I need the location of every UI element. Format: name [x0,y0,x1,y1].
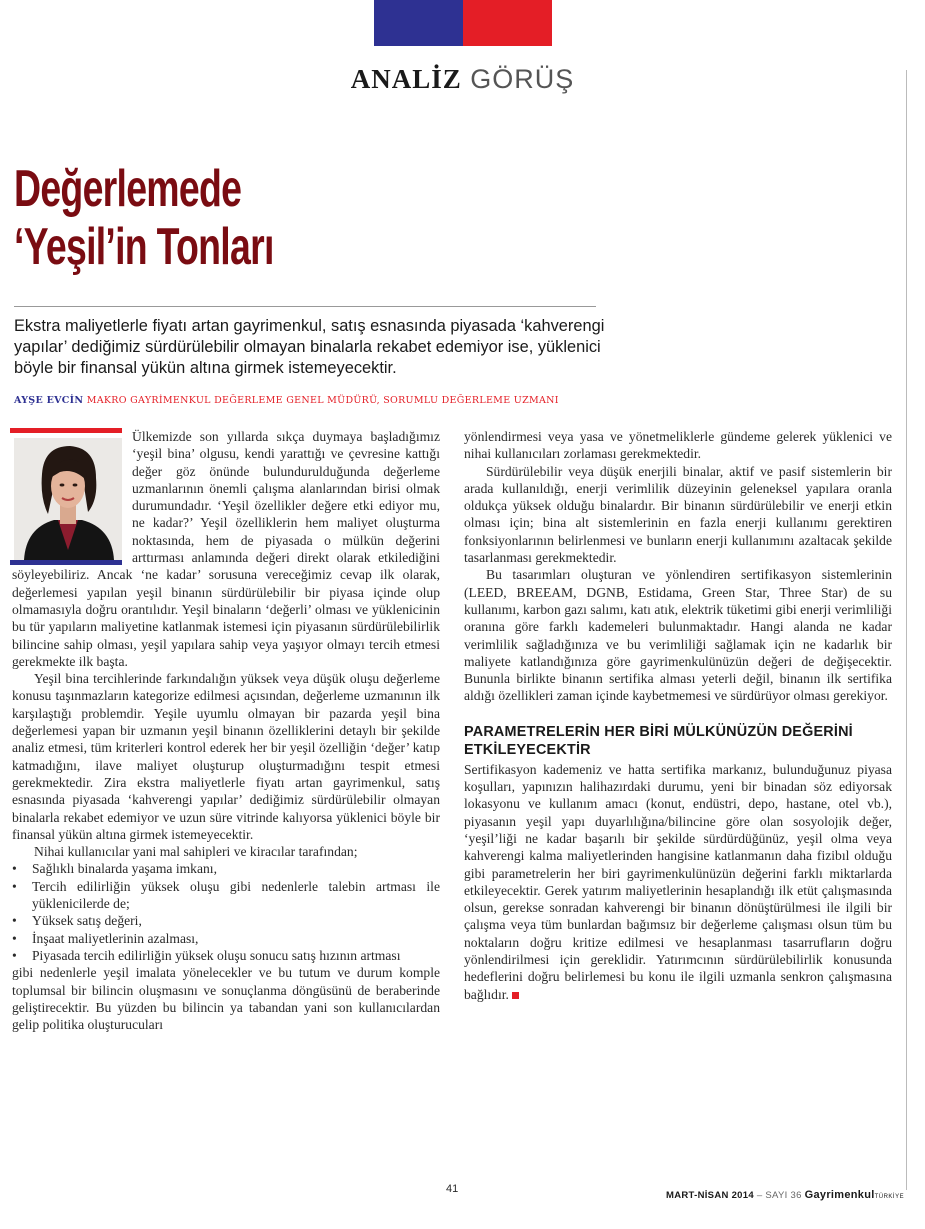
list-item: • İnşaat maliyetlerinin azalması, [12,930,440,947]
header-blue-block [374,0,463,46]
author-name: AYŞE EVCİN [14,395,84,406]
footer-brand-suffix: TÜRKİYE [874,1194,905,1200]
list-item: • Yüksek satış değeri, [12,912,440,929]
title-divider [14,306,596,307]
byline [14,395,559,406]
subheading: PARAMETRELERİN HER BİRİ MÜLKÜNÜZÜN DEĞERİNİ ETKİLEYECEKTİR [464,723,853,758]
paragraph-text: Sertifikasyon kademeniz ve hatta sertifika markanız, bulunduğunuz piyasa koşulları, yapınızın halihazırdaki durumu, yeni bir binadan söz ediyorsak lokasyonu ve kullanım amacı (konut, endüstri, depo, hastane, otel vb.), piyasanın yeşil yapı duyarlılığına/bilincine göre olan sosyolojik değer, ‘yeşil’liği ne kadar başarılı bir şekilde sürdürdüğünüz, yeşil olma veya kahverengi kalma maliyetlerinden hangisine katlanmanın daha fizibıl olduğu gibi parametrelerin her biri gayrimenkulünüzün değerini farklı miktarlarda etkileyecektir. Gerek yatırım maliyetlerinin hesaplandığı ilk etüt çalışmasında olsun, gerekse sonradan kahverengi bir binanın dönüştürülmesi ile ilgili bir çalışma veya tüm bunlardan bağımsız bir değerleme çalışması olsun tüm bu noktaların doğru kritize edilmesi ve hesaplanması tasarrufların doğru yönlendirilmesi için gereklidir. Yatırımcının sürdürülebilirlik konusunda hedeflerini doğru belirlemesi bu konu ile ilgili uzmanla senkron çalışmasına bağlıdır. [464,761,892,1002]
paragraph: Ülkemizde son yıllarda sıkça duymaya başladığımız ‘yeşil bina’ olgusu, kendi yarattığı ve çevresine kattığı değer göz önünde bulundurulduğunda değerleme uzmanlarının önemli çalışma alanlarından birisi olmak durumundadır. ‘Yeşil özellikler değere etki ediyor mu, ne kadar?’ Yeşil özelliklerin hem maliyet oluşturma noktasında, hem de piyasada o mülkün değerini arttırması anlamında değeri direkt olarak etkilediğini söyleyebiliriz. Ancak ‘ne kadar’ sorusuna vereceğimiz cevap ilk olarak, değerlemesi yapılan yeşil binanın sürdürülebilir bir piyasa içinde olup olmamasıyla doğru orantılıdır. Yeşil binaların ‘değerli’ olması ve yüklenicinin bu tür yapıların maliyetine katlanmak istemesi için piyasanın sürdürülebilirlik bilincine sahip olması, yeşil yapılara sahip veya yaşıyor olmayı tercih etmesi gerekmekte ilk başta. [12,429,440,669]
section-label [0,64,925,95]
list-item: • Sağlıklı binalarda yaşama imkanı, [12,860,440,877]
paragraph: Yeşil bina tercihlerinde farkındalığın yüksek veya düşük oluşu değerleme konusu taşınmazların kategorize edilmesi açısından, değerleme uzmanının ilk karşılaştığı problemdir. Yeşile uyumlu olmayan bir pazarda yeşil bina değerlemesi yapan bir uzmanın yeşil binanın özelliklerini detaylı bir şekilde analiz etmesi, tüm kriterleri kontrol ederek her bir yeşil özelliğin ‘değer’ katıp katmadığını, ilave maliyet oluşturup oluşturmadığını tespit etmesi gerekmektedir. Zira ekstra maliyetlerle fiyatı artan gayrimenkul, satış esnasında piyasada ‘kahverengi yapılar’ dediğimiz sürdürülebilir olmayan binalarla rekabet edemiyor ve uzun süre vitrinde kalıyorsa yüklenici böyle bir finansal yükün altına girmek istemeyecektir. [12,671,440,842]
paragraph [464,761,892,1003]
list-item: • Piyasada tercih edilirliğin yüksek oluşu sonucu satış hızının artması [12,947,440,964]
article-lead: Ekstra maliyetlerle fiyatı artan gayrimenkul, satış esnasında piyasada ‘kahverengi yapılar’ dediğimiz sürdürülebilir olmayan binalarla rekabet edemiyor ise, yüklenici böyle bir finansal yükün altına girmek istemeyecektir. [14,317,605,377]
article-column-left [12,428,440,1033]
paragraph: Bu tasarımları oluşturan ve yönlendiren sertifikasyon sistemlerinin (LEED, BREEAM, DGNB, Estidama, Green Star, Three Star) de su kullanımı, karbon gazı salımı, katı atık, elektrik tüketimi gibi enerji verimliliği oranına göre farklı kademeleri bulunmaktadır. Hangi alanda ne kadar verimlilik sağladığınıza ve bu verimliliği sağlamak için ne kadarlık bir maliyete katlandığınıza göre gayrimenkulünüzün değeri de değişecektir. Bununla birlikte binanın sertifika alması yeterli değil, binanın ilk sertifika aldığı özellikleri zaman içinde kaybetmemesi ve sürdürüyor olması gerekiyor. [464,567,892,704]
photo-wrap-space [12,428,132,566]
footer-issue: MART-NİSAN 2014 [666,1190,754,1201]
end-mark-icon [512,992,519,999]
author-role: MAKRO GAYRİMENKUL DEĞERLEME GENEL MÜDÜRÜ, SORUMLU DEĞERLEME UZMANI [86,395,559,406]
footer-brand: Gayrimenkul [804,1189,875,1201]
benefit-list [12,860,440,964]
footer-issue-number: SAYI 36 [765,1190,802,1201]
article-title-line1: Değerlemede [14,160,242,218]
header-color-bar [374,0,552,46]
header-red-block [463,0,552,46]
article-title [14,160,274,276]
paragraph: yönlendirmesi veya yasa ve yönetmeliklerle gündeme gelerek yüklenici ve nihai kullanıcıları zorlaması gerekmektedir. [464,429,892,462]
list-item: • Tercih edilirliğin yüksek oluşu gibi nedenlerle talebin artması ile yüklenicilerde de; [12,878,440,913]
page-edge-line [906,70,907,1190]
page-number: 41 [446,1183,459,1195]
paragraph: Sürdürülebilir veya düşük enerjili binalar, aktif ve pasif sistemlerin bir arada kullanıldığı, enerji verimlilik düzeyinin geleneksel yapılara oranla oldukça yüksek olduğu binalardır. Bir binanın sürdürülebilir ve enerji etkin olması için; bina alt sistemlerinin en fazla enerji kullanımı gerektiren fonksiyonlarının belirlenmesi ve bunların enerji kullanımını azaltacak şekilde tasarlanması gerekmektedir. [464,463,892,566]
section-label-bold: ANALİZ [350,64,462,94]
article-title-line2: ‘Yeşil’in Tonları [14,218,274,276]
footer-dash: – [756,1190,763,1201]
paragraph: gibi nedenlerle yeşil imalata yönelecekler ve bu tutum ve durum komple toplumsal bir bilincin oluşmasını ve sonuçlanma döngüsünü de beraberinde geliştirecektir. Bu yüzden bu bilincin ya tabandan yani son kullanıcılardan gelip politika oluşturucuları [12,965,440,1033]
footer [666,1189,904,1201]
paragraph: Nihai kullanıcılar yani mal sahipleri ve kiracılar tarafından; [34,844,358,860]
section-label-light: GÖRÜŞ [470,64,575,94]
article-column-right [464,428,892,1003]
